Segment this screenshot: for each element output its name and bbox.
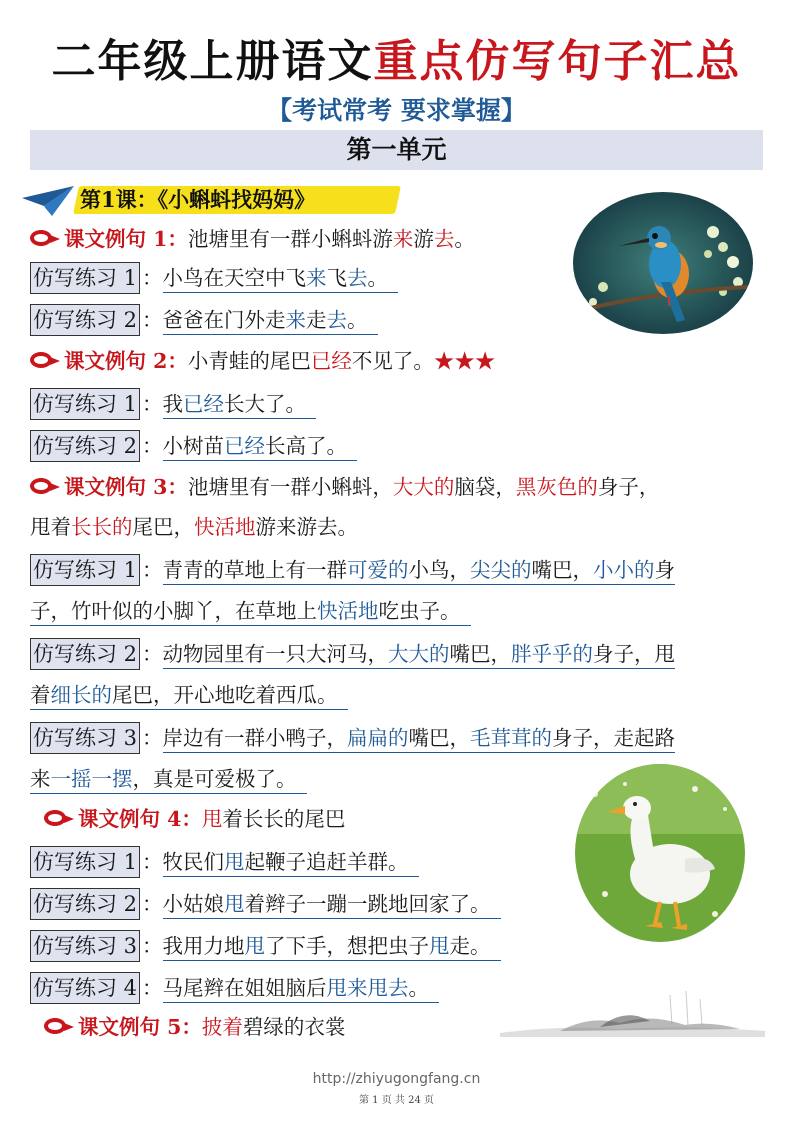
practice-2-1 (30, 388, 316, 420)
star-rating: ★★★ (433, 349, 496, 373)
key-word: 已经 (224, 434, 266, 458)
key-word: 来 (306, 266, 327, 290)
practice-1-1 (30, 262, 398, 294)
text: 。 (408, 976, 419, 1000)
text: 身子， (597, 475, 660, 499)
key-word: 去 (433, 227, 455, 251)
practice-sentence (163, 726, 676, 753)
practice-3-3-cont (30, 764, 307, 794)
bullet-icon (30, 478, 60, 496)
text: 小树苗 (162, 434, 225, 458)
colon: ： (142, 642, 163, 666)
page-subtitle: 【考试常考 要求掌握】 (267, 96, 526, 125)
colon: ： (142, 558, 163, 582)
text: ，真是可爱极了。 (132, 767, 287, 791)
key-word: 来 (392, 227, 414, 251)
text: 我用力地 (162, 934, 245, 958)
practice-sentence (163, 558, 676, 585)
practice-4-3 (30, 930, 501, 962)
colon: ： (142, 308, 163, 332)
colon: ： (142, 726, 163, 750)
example-label: 课文例句 3： (64, 475, 188, 499)
text: 走 (306, 308, 327, 332)
text: 小青蛙的尾巴 (187, 349, 311, 373)
text: 长大了。 (224, 392, 296, 416)
text: 走。 (449, 934, 481, 958)
key-word: 已经 (183, 392, 225, 416)
example-1 (30, 224, 475, 254)
key-word: 快活地 (317, 599, 379, 623)
text: 起鞭子追赶羊群。 (244, 850, 399, 874)
lesson-heading (22, 182, 382, 218)
text: 碧绿的衣裳 (242, 1015, 346, 1039)
practice-sentence (163, 392, 317, 419)
unit-heading: 第一单元 (30, 130, 763, 170)
practice-label: 仿写练习 1 (30, 554, 140, 586)
key-word: 可爱的 (347, 558, 409, 582)
page-title (0, 32, 793, 92)
practice-sentence (30, 767, 307, 794)
text: 嘴巴， (449, 642, 512, 666)
practice-sentence (163, 976, 440, 1003)
practice-sentence (163, 934, 501, 961)
practice-4-1 (30, 846, 419, 878)
lesson-title: 第1课：《小蝌蚪找妈妈》 (80, 187, 316, 212)
example-label: 课文例句 5： (78, 1015, 202, 1039)
text: 身子，甩 (593, 642, 676, 666)
colon: ： (142, 850, 163, 874)
key-word: 已经 (310, 349, 352, 373)
text: 池塘里有一群小蝌蚪游 (187, 227, 393, 251)
key-word: 去 (326, 308, 348, 332)
practice-3-3 (30, 722, 675, 754)
practice-label: 仿写练习 2 (30, 304, 140, 336)
practice-sentence (30, 599, 471, 626)
practice-3-2-cont (30, 680, 348, 710)
text: 。 (367, 266, 378, 290)
practice-2-2 (30, 430, 357, 462)
bullet-icon (44, 1018, 74, 1036)
text: 尾巴， (132, 515, 194, 539)
text: 嘴巴， (531, 558, 594, 582)
text: 小鸟， (408, 558, 471, 582)
text: 脑袋， (454, 475, 516, 499)
key-word: 甩 (429, 934, 450, 958)
practice-1-2 (30, 304, 378, 336)
text: 我 (162, 392, 184, 416)
text: 爸爸在门外走 (162, 308, 286, 332)
practice-3-2 (30, 638, 675, 670)
text: 飞 (326, 266, 348, 290)
text: 长高了。 (265, 434, 337, 458)
key-word: 细长的 (50, 683, 112, 707)
practice-sentence (163, 850, 419, 877)
key-word: 尖尖的 (470, 558, 532, 582)
example-2 (30, 346, 495, 376)
practice-label: 仿写练习 3 (30, 930, 140, 962)
key-word: 甩 (201, 807, 223, 831)
practice-3-1-cont (30, 596, 471, 626)
key-word: 快活地 (194, 515, 256, 539)
practice-label: 仿写练习 1 (30, 388, 140, 420)
practice-label: 仿写练习 1 (30, 846, 140, 878)
bullet-icon (30, 352, 60, 370)
example-5 (30, 1012, 345, 1042)
key-word: 甩来甩去 (326, 976, 409, 1000)
practice-4-4 (30, 972, 439, 1004)
text: 着 (30, 683, 51, 707)
practice-label: 仿写练习 2 (30, 430, 140, 462)
practice-sentence (163, 892, 501, 919)
key-word: 小小的 (593, 558, 655, 582)
text: 。 (454, 227, 475, 251)
text: 游 (413, 227, 434, 251)
colon: ： (142, 976, 163, 1000)
example-3-cont (30, 512, 358, 542)
bullet-icon (30, 230, 60, 248)
key-word: 胖乎乎的 (511, 642, 594, 666)
practice-sentence (30, 683, 348, 710)
text: 。 (347, 308, 358, 332)
text: 不见了。 (351, 349, 434, 373)
example-4 (30, 804, 345, 834)
example-label: 课文例句 1： (64, 227, 188, 251)
practice-sentence (163, 434, 358, 461)
practice-label: 仿写练习 3 (30, 722, 140, 754)
practice-label: 仿写练习 4 (30, 972, 140, 1004)
text: 了下手，想把虫子 (265, 934, 430, 958)
text: 小姑娘 (162, 892, 225, 916)
key-word: 毛茸茸的 (470, 726, 553, 750)
kingfisher-photo (573, 192, 753, 334)
text: 着辫子一蹦一跳地回家了。 (244, 892, 481, 916)
colon: ： (142, 892, 163, 916)
text: 来 (30, 767, 51, 791)
key-word: 一摇一摆 (50, 767, 133, 791)
ink-landscape (500, 985, 770, 1045)
practice-label: 仿写练习 1 (30, 262, 140, 294)
key-word: 长长的 (71, 515, 133, 539)
practice-3-1 (30, 554, 675, 586)
footer-url[interactable]: http://zhiyugongfang.cn (312, 1071, 481, 1087)
title-black: 二年级上册语文 (51, 36, 374, 87)
text: 池塘里有一群小蝌蚪， (187, 475, 393, 499)
key-word: 黑灰色的 (515, 475, 598, 499)
text: 身子，走起路 (552, 726, 676, 750)
practice-label: 仿写练习 2 (30, 888, 140, 920)
practice-sentence (163, 266, 399, 293)
text: 吃虫子。 (378, 599, 451, 623)
example-label: 课文例句 4： (78, 807, 202, 831)
practice-label: 仿写练习 2 (30, 638, 140, 670)
colon: ： (142, 266, 163, 290)
text: 马尾辫在姐姐脑后 (162, 976, 327, 1000)
practice-4-2 (30, 888, 501, 920)
text: 尾巴，开心地吃着西瓜。 (112, 683, 328, 707)
text: 岸边有一群小鸭子， (162, 726, 348, 750)
colon: ： (142, 934, 163, 958)
paper-plane-icon (22, 186, 76, 216)
practice-sentence (163, 308, 378, 335)
practice-sentence (163, 642, 676, 669)
text: 游来游去。 (255, 515, 358, 539)
text: 身 (654, 558, 676, 582)
key-word: 甩 (244, 934, 266, 958)
page-number: 第 1 页 共 24 页 (359, 1095, 434, 1106)
text: 青青的草地上有一群 (162, 558, 348, 582)
key-word: 去 (347, 266, 368, 290)
key-word: 来 (285, 308, 307, 332)
example-label: 课文例句 2： (64, 349, 188, 373)
key-word: 甩 (224, 892, 245, 916)
text: 子，竹叶似的小脚丫，在草地上 (30, 599, 317, 623)
key-word: 扁扁的 (347, 726, 409, 750)
text: 嘴巴， (408, 726, 471, 750)
text: 动物园里有一只大河马， (162, 642, 389, 666)
key-word: 披着 (201, 1015, 243, 1039)
title-red: 重点仿写句子汇总 (373, 36, 742, 87)
text: 小鸟在天空中飞 (162, 266, 307, 290)
key-word: 大大的 (392, 475, 455, 499)
example-3 (30, 472, 659, 502)
duck-photo (575, 764, 745, 942)
text: 牧民们 (162, 850, 225, 874)
key-word: 甩 (224, 850, 245, 874)
colon: ： (142, 434, 163, 458)
key-word: 大大的 (388, 642, 450, 666)
text: 着长长的尾巴 (222, 807, 346, 831)
text: 甩着 (30, 515, 71, 539)
bullet-icon (44, 810, 74, 828)
colon: ： (142, 392, 163, 416)
